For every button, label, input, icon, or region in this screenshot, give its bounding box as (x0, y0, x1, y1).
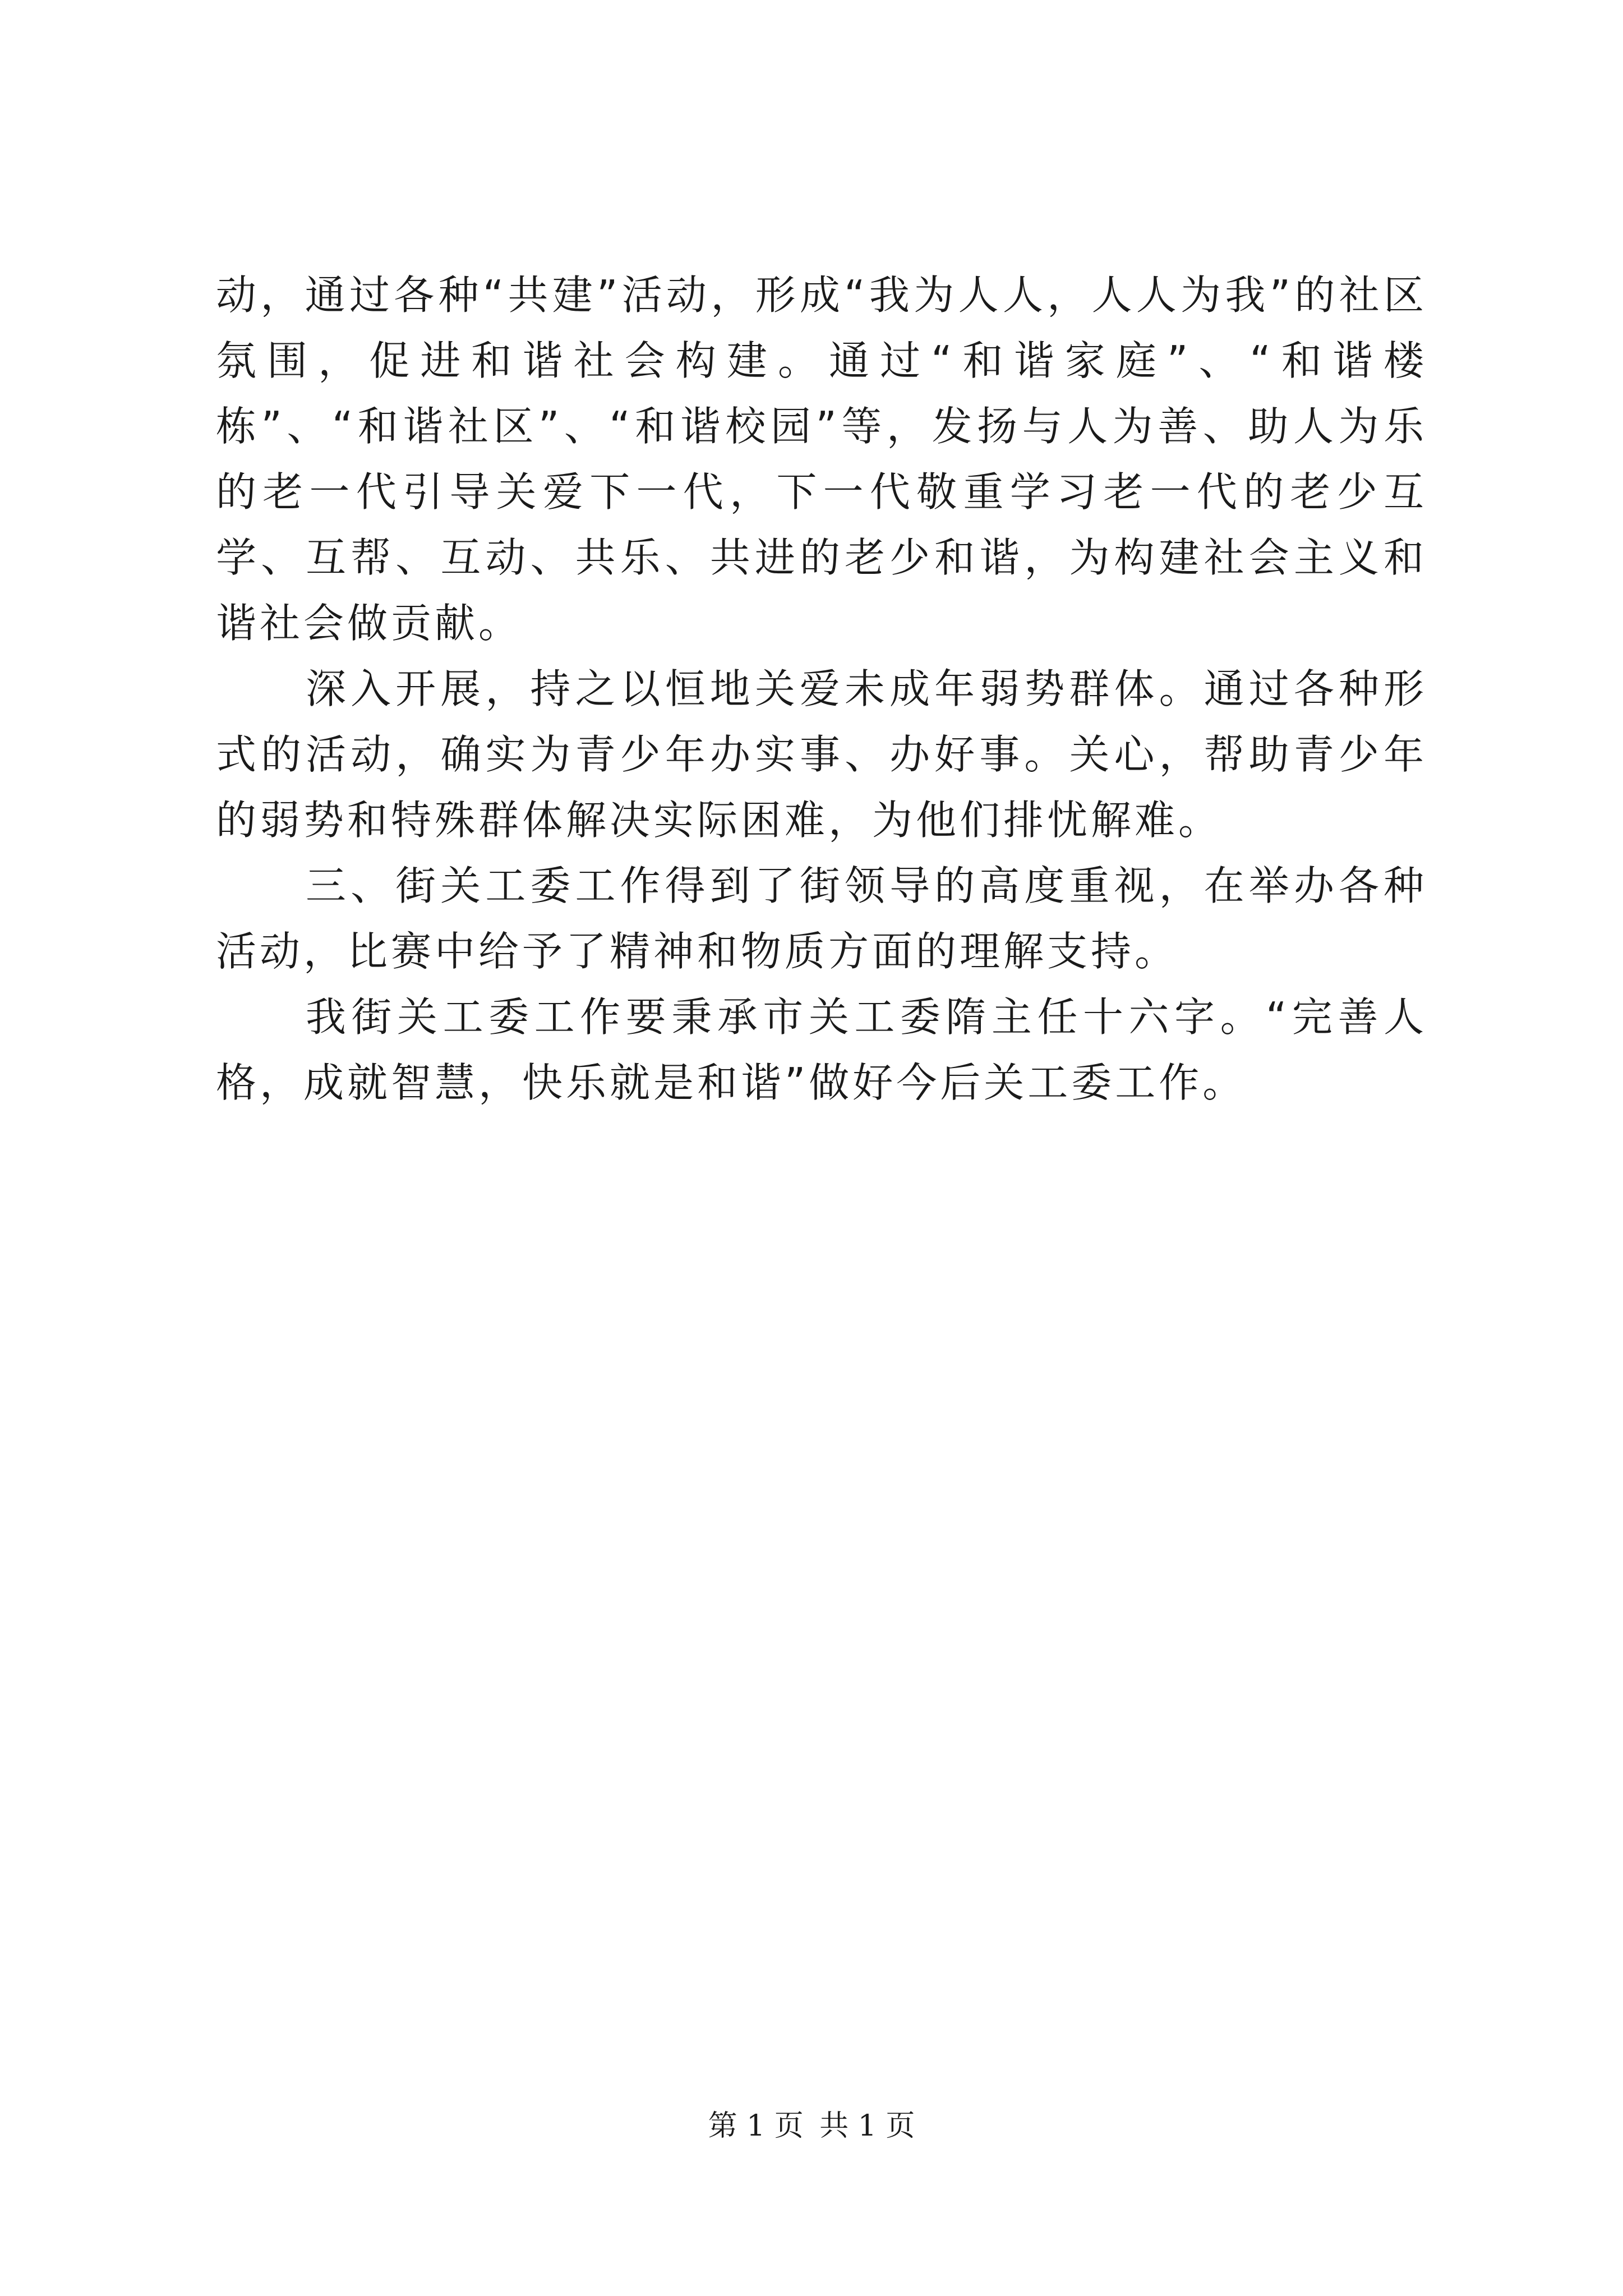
paragraph-2: 深入开展，持之以恒地关爱未成年弱势群体。通过各种形式的活动，确实为青少年办实事、办好事。关心，帮助青少年的弱势和特殊群体解决实际困难，为他们排忧解难。 (216, 665, 1427, 844)
paragraph-1: 动，通过各种“共建”活动，形成“我为人人，人人为我”的社区氛围，促进和谐社会构建。通过“和谐家庭”、“和谐楼栋”、“和谐社区”、“和谐校园”等，发扬与人为善、助人为乐的老一代引导关爱下一代，下一代敬重学习老一代的老少互学、互帮、互动、共乐、共进的老少和谐，为构建社会主义和谐社会做贡献。 (216, 272, 1427, 647)
paragraph-3: 三、街关工委工作得到了街领导的高度重视，在举办各种活动，比赛中给予了精神和物质方面的理解支持。 (216, 862, 1427, 975)
page-total: 共 1 页 (819, 2109, 915, 2143)
document-body (216, 263, 1427, 1116)
paragraph-4: 我街关工委工作要秉承市关工委隋主任十六字。“完善人格，成就智慧，快乐就是和谐”做好今后关工委工作。 (216, 993, 1427, 1106)
page-number: 第 1 页 (708, 2109, 804, 2143)
page-footer (0, 2106, 1623, 2146)
